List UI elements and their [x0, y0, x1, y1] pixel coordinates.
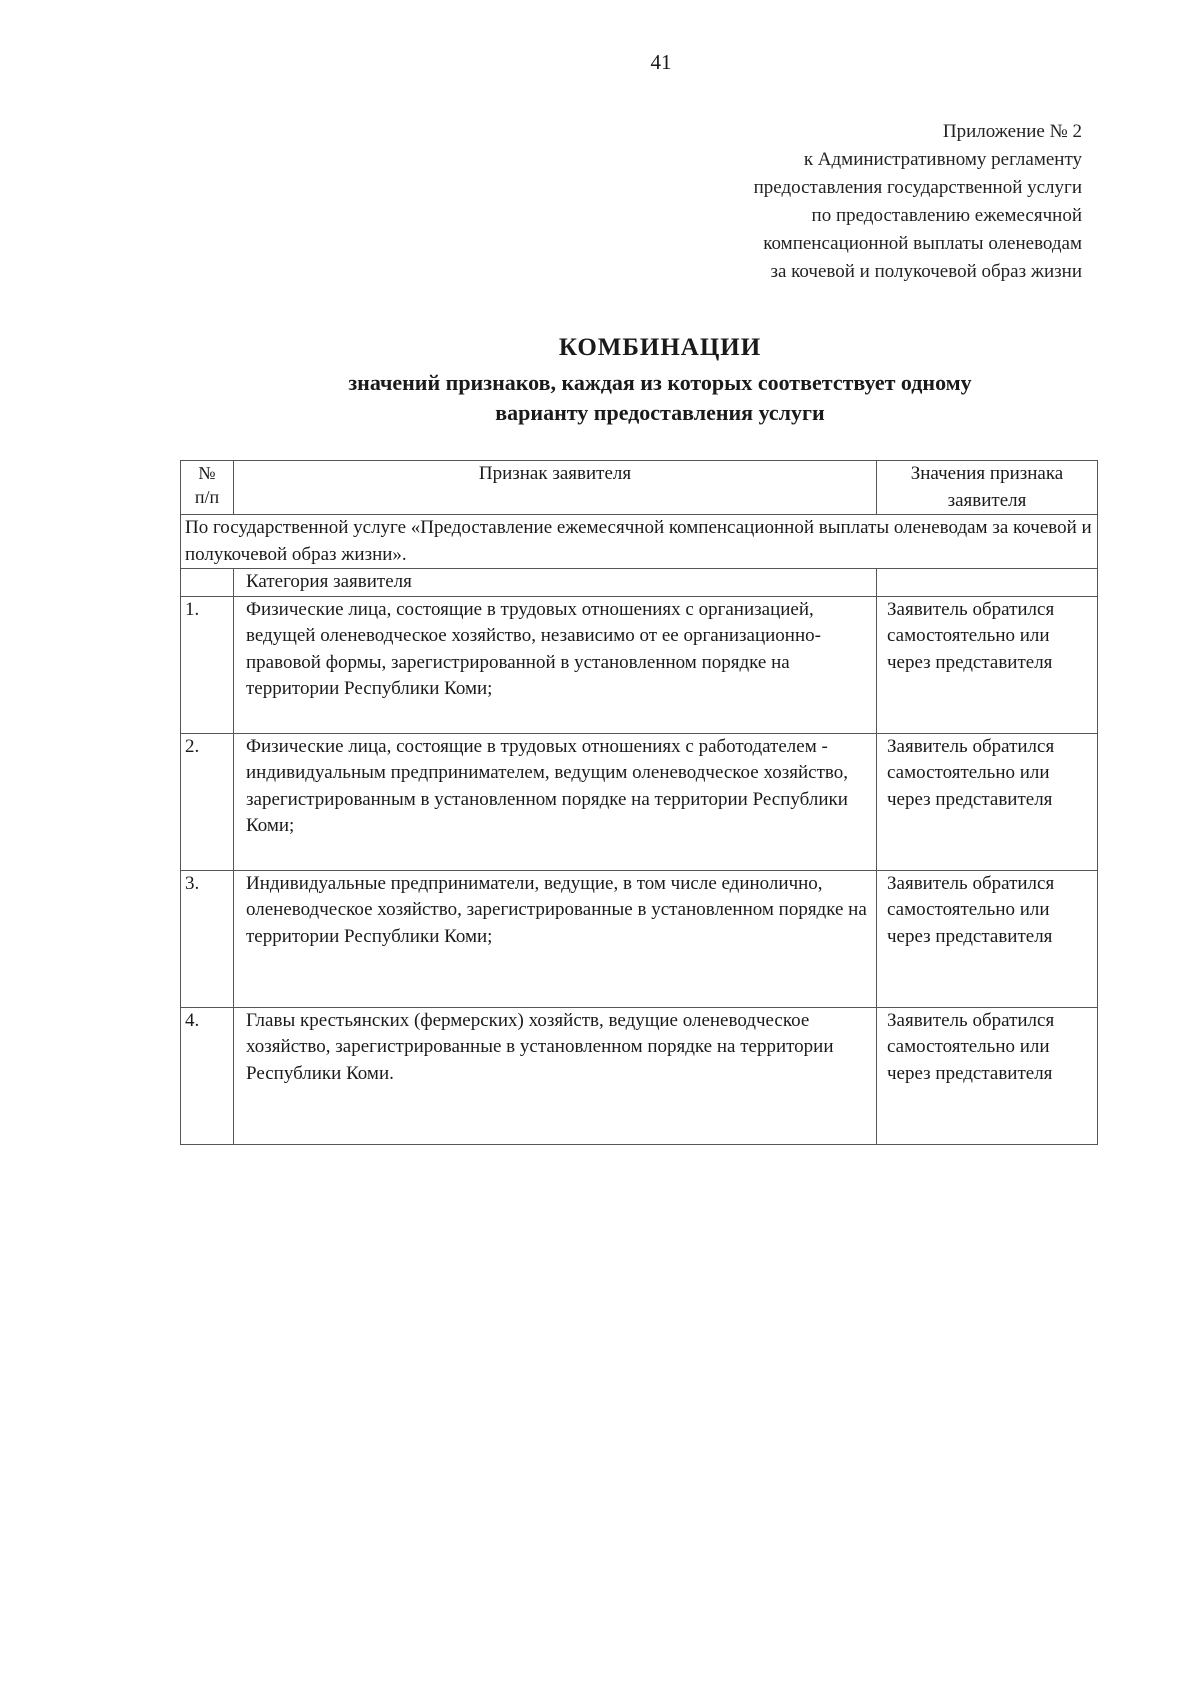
- service-row-text: По государственной услуге «Предоставление ежемесячной компенсационной выплаты оленеводам за кочевой и полукочевой образ жизни».: [181, 515, 1098, 569]
- appendix-line: к Административному регламенту: [803, 149, 1082, 170]
- row-num: 3.: [181, 870, 234, 1007]
- header-num-cell: [181, 461, 234, 515]
- row-criterion: Индивидуальные предприниматели, ведущие, в том числе единолично, оленеводческое хозяйство, зарегистрированные в установленном порядке на территории Республики Коми;: [234, 870, 877, 1007]
- appendix-line: предоставления государственной услуги: [753, 177, 1082, 198]
- category-value-cell: [877, 569, 1098, 597]
- appendix-line: компенсационной выплаты оленеводам: [763, 233, 1082, 254]
- row-value: Заявитель обратился самостоятельно или через представителя: [877, 870, 1098, 1007]
- row-criterion: Физические лица, состоящие в трудовых отношениях с работодателем - индивидуальным предпринимателем, ведущим оленеводческое хозяйство, зарегистрированным в установленном порядке на территории Республики Коми;: [234, 733, 877, 870]
- table-header-row: [181, 461, 1098, 515]
- combinations-table: [180, 460, 1098, 1145]
- category-label: Категория заявителя: [234, 569, 877, 597]
- category-num-cell: [181, 569, 234, 597]
- row-value: Заявитель обратился самостоятельно или через представителя: [877, 596, 1098, 733]
- table-row: [181, 596, 1098, 733]
- service-row: [181, 515, 1098, 569]
- appendix-header: [754, 118, 1082, 286]
- table-row: [181, 870, 1098, 1007]
- header-num-line1: №: [198, 463, 216, 483]
- header-value-cell: Значения признака заявителя: [877, 461, 1098, 515]
- appendix-line: Приложение № 2: [942, 121, 1082, 142]
- row-num: 1.: [181, 596, 234, 733]
- table-row: [181, 733, 1098, 870]
- title-block: [180, 334, 1140, 428]
- row-num: 2.: [181, 733, 234, 870]
- subtitle-line: варианту предоставления услуги: [495, 400, 825, 425]
- document-title: КОМБИНАЦИИ: [558, 334, 762, 361]
- header-num-line2: п/п: [194, 487, 220, 507]
- row-num: 4.: [181, 1007, 234, 1144]
- row-value: Заявитель обратился самостоятельно или через представителя: [877, 733, 1098, 870]
- row-value: Заявитель обратился самостоятельно или через представителя: [877, 1007, 1098, 1144]
- row-criterion: Физические лица, состоящие в трудовых отношениях с организацией, ведущей оленеводческое хозяйство, независимо от ее организационно-правовой формы, зарегистрированной в установленном порядке на территории Республики Коми;: [234, 596, 877, 733]
- page-number: 41: [650, 50, 672, 74]
- header-criterion-cell: Признак заявителя: [234, 461, 877, 515]
- row-criterion: Главы крестьянских (фермерских) хозяйств, ведущие оленеводческое хозяйство, зарегистрированные в установленном порядке на территории Республики Коми.: [234, 1007, 877, 1144]
- subtitle-line: значений признаков, каждая из которых соответствует одному: [348, 370, 972, 395]
- table-row: [181, 1007, 1098, 1144]
- document-subtitle: [180, 368, 1140, 428]
- appendix-line: по предоставлению ежемесячной: [811, 205, 1082, 226]
- appendix-line: за кочевой и полукочевой образ жизни: [770, 261, 1082, 282]
- category-row: [181, 569, 1098, 597]
